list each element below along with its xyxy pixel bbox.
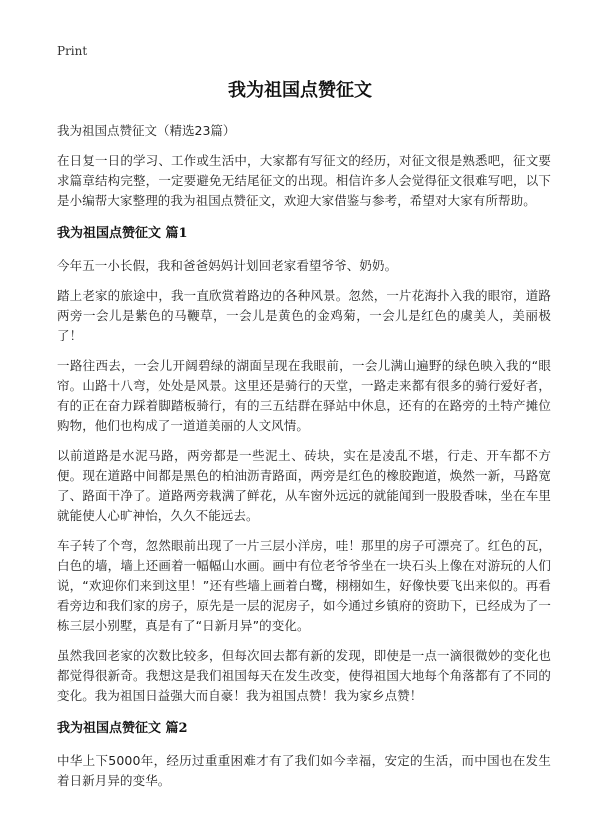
paragraph: 一路往西去，一会儿开阔碧绿的湖面呈现在我眼前，一会儿满山遍野的绿色映入我的“眼帘。山路十八弯，处处是风景。这里还是骑行的天堂，一路走来都有很多的骑行爱好者，有的正在奋力踩着脚踏板骑行，有的三五结群在驿站中休息，还有的在路旁的土特产摊位购物，他们也构成了一道道美丽的人文风情。: [57, 358, 551, 433]
section-number: 篇2: [165, 721, 188, 736]
paragraph: 车子转了个弯，忽然眼前出现了一片三层小洋房，哇！那里的房子可漂亮了。红色的瓦，白色的墙，墙上还画着一幅幅山水画。画中有位老爷爷坐在一块石头上像在对游玩的人们说，“欢迎你们来到这里！”还有些墙上画着白鹭，栩栩如生，好像快要飞出来似的。再看看旁边和我们家的房子，原先是一层的泥房子，如今通过乡镇府的资助下，已经成为了一栋三层小别墅，真是有了“日新月异”的变化。: [57, 538, 551, 633]
section-heading-text: 我为祖国点赞征文: [57, 226, 162, 241]
section-number: 篇1: [165, 226, 188, 241]
print-link[interactable]: Print: [57, 44, 88, 58]
document-title: 我为祖国点赞征文: [228, 80, 372, 101]
document-subtitle: 我为祖国点赞征文（精选23篇）: [57, 123, 236, 138]
paragraph: 以前道路是水泥马路，两旁都是一些泥土、砖块，实在是凌乱不堪，行走、开车都不方便。现在道路中间都是黑色的柏油沥青路面，两旁是红色的橡胶跑道，焕然一新，马路宽了、路面干净了。道路两旁栽满了鲜花，从车窗外远远的就能闻到一股股香味，坐在车里就能使人心旷神怡，久久不能远去。: [57, 448, 551, 523]
paragraph: 虽然我回老家的次数比较多，但每次回去都有新的发现，即使是一点一滴很微妙的变化也都觉得很新奇。我想这是我们祖国每天在发生改变，使得祖国大地每个角落都有了不同的变化。我为祖国日益强大而自豪！我为祖国点赞！我为家乡点赞！: [57, 648, 551, 703]
intro-paragraph: 在日复一日的学习、工作或生活中，大家都有写征文的经历，对征文很是熟悉吧，征文要求篇章结构完整，一定要避免无结尾征文的出现。相信许多人会觉得征文很难写吧，以下是小编帮大家整理的我为祖国点赞征文，欢迎大家借鉴与参考，希望对大家有所帮助。: [57, 153, 551, 208]
paragraph: 今年五一小长假，我和爸爸妈妈计划回老家看望爷爷、奶奶。: [57, 258, 398, 273]
document-body: [57, 121, 551, 801]
section-heading: [57, 224, 551, 244]
paragraph: 中华上下5000年，经历过重重困难才有了我们如今幸福，安定的生活，而中国也在发生着日新月异的变华。: [57, 753, 551, 788]
section-heading-text: 我为祖国点赞征文: [57, 721, 162, 736]
section-heading: [57, 719, 551, 739]
paragraph: 踏上老家的旅途中，我一直欣赏着路边的各种风景。忽然，一片花海扑入我的眼帘，道路两旁一会儿是紫色的马鞭草，一会儿是黄色的金鸡菊，一会儿是红色的虞美人，美丽极了！: [57, 288, 551, 343]
